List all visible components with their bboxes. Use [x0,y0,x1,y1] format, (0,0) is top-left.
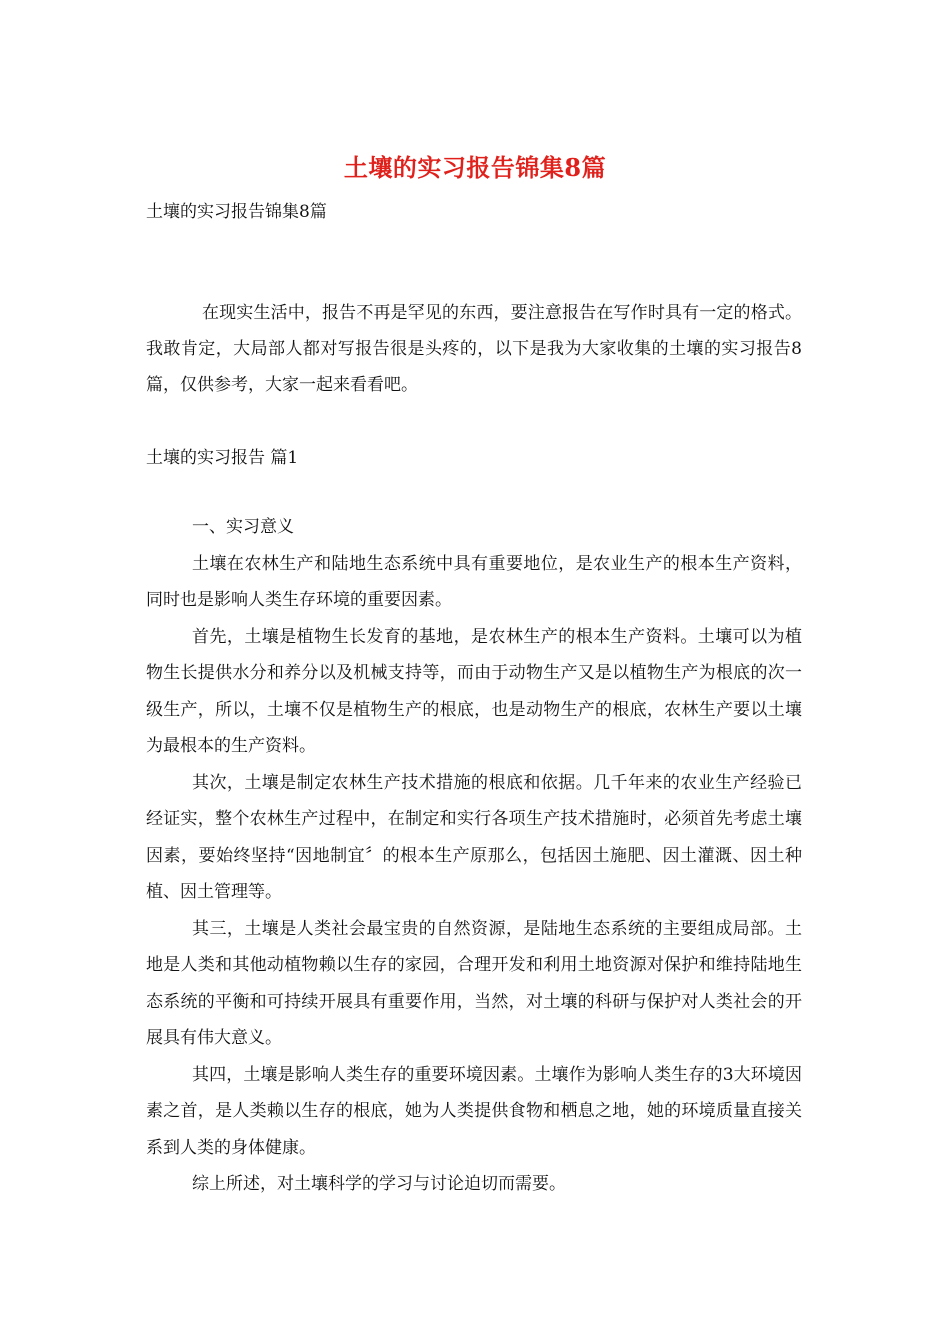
section-heading: 土壤的实习报告 篇1 [146,448,299,468]
paragraph: 其四，土壤是影响人类生存的重要环境因素。土壤作为影响人类生存的3大环境因素之首，是人类赖以生存的根底，她为人类提供食物和栖息之地，她的环境质量直接关系到人类的身体健康。 [146,1064,802,1158]
paragraph: 首先，土壤是植物生长发育的基地，是农林生产的根本生产资料。土壤可以为植物生长提供水分和养分以及机械支持等，而由于动物生产又是以植物生产为根底的次一级生产，所以，土壤不仅是植物生产的根底，也是动物生产的根底，农林生产要以土壤为最根本的生产资料。 [146,626,802,756]
section-content [146,509,802,1203]
paragraph-heading: 一、实习意义 [192,517,294,537]
intro-paragraph: 在现实生活中，报告不再是罕见的东西，要注意报告在写作时具有一定的格式。我敢肯定，大局部人都对写报告很是头疼的，以下是我为大家收集的土壤的实习报告8篇，仅供参考，大家一起来看看吧。 [146,303,802,395]
paragraph: 其次，土壤是制定农林生产技术措施的根底和依据。几千年来的农业生产经验已经证实，整个农林生产过程中，在制定和实行各项生产技术措施时，必须首先考虑土壤因素，要始终坚持“因地制宜〞的根本生产原那么，包括因土施肥、因土灌溉、因土种植、因土管理等。 [146,772,802,902]
paragraph: 综上所述，对土壤科学的学习与讨论迫切而需要。 [192,1174,566,1194]
document-subtitle: 土壤的实习报告锦集8篇 [146,202,327,222]
document-title: 土壤的实习报告锦集8篇 [343,153,607,182]
paragraph: 其三，土壤是人类社会最宝贵的自然资源，是陆地生态系统的主要组成局部。土地是人类和其他动植物赖以生存的家园，合理开发和利用土地资源对保护和维持陆地生态系统的平衡和可持续开展具有重要作用，当然，对土壤的科研与保护对人类社会的开展具有伟大意义。 [146,918,802,1048]
paragraph: 土壤在农林生产和陆地生态系统中具有重要地位，是农业生产的根本生产资料，同时也是影响人类生存环境的重要因素。 [146,553,802,610]
